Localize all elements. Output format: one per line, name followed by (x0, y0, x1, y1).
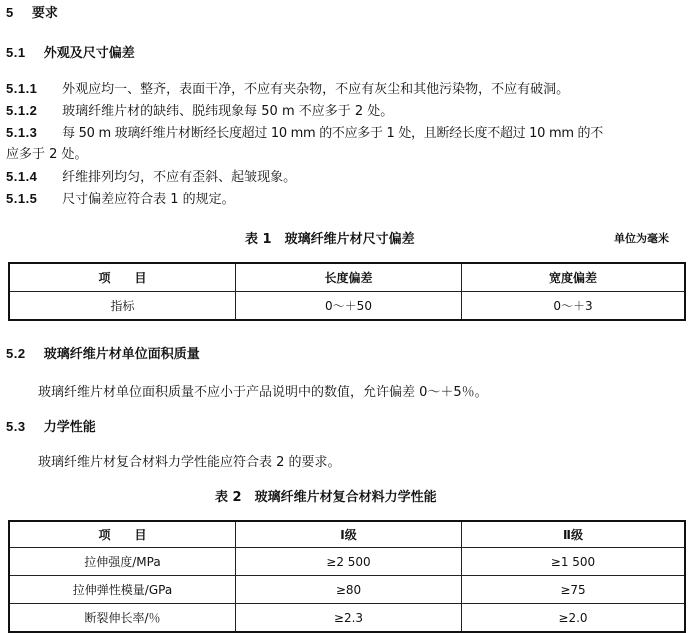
table-cell: ≥80 (236, 576, 462, 604)
clause-5-1-3 (6, 124, 603, 143)
table-cell: 拉伸弹性模量/GPa (9, 576, 236, 604)
clause-text: 玻璃纤维片材的缺纬、脱纬现象每 50 m 不应多于 2 处。 (62, 104, 394, 119)
table-cell: 0～＋3 (462, 292, 686, 321)
clause-5-1-3-continuation (6, 146, 88, 164)
subsection-heading (6, 345, 200, 364)
table-cell: 拉伸强度/MPa (9, 548, 236, 576)
subsection-number: 5.3 (6, 419, 26, 434)
table1-header-item: 项 目 (9, 263, 236, 292)
clause-5-1-1 (6, 80, 569, 99)
clause-5-1-4 (6, 168, 296, 187)
clause-text: 应多于 2 处。 (6, 147, 88, 162)
section-title: 要求 (31, 6, 58, 21)
paragraph: 玻璃纤维片材复合材料力学性能应符合表 2 的要求。 (38, 455, 341, 470)
clause-number: 5.1.3 (6, 125, 38, 140)
table2 (8, 520, 686, 633)
subsection-heading (6, 44, 135, 63)
table-cell: ≥1 500 (462, 548, 686, 576)
table2-header-item: 项 目 (9, 521, 236, 548)
subsection-number: 5.2 (6, 346, 26, 361)
table1-caption: 表 1 玻璃纤维片材尺寸偏差 (245, 232, 415, 247)
table-row (9, 604, 685, 633)
table1-header-length: 长度偏差 (236, 263, 462, 292)
table-cell: 指标 (9, 292, 236, 321)
clause-number: 5.1.4 (6, 169, 38, 184)
subsection-number: 5.1 (6, 45, 26, 60)
table2-caption: 表 2 玻璃纤维片材复合材料力学性能 (215, 490, 437, 505)
table-cell: ≥2.0 (462, 604, 686, 633)
table-cell: 0～＋50 (236, 292, 462, 321)
table1-header-row (9, 263, 685, 292)
subsection-title: 力学性能 (43, 420, 96, 435)
table-cell: ≥75 (462, 576, 686, 604)
clause-text: 每 50 m 玻璃纤维片材断经长度超过 10 mm 的不应多于 1 处，且断经长度不超过 10 mm 的不 (62, 126, 603, 141)
section-heading (6, 4, 58, 23)
clause-text: 尺寸偏差应符合表 1 的规定。 (62, 192, 235, 207)
table-cell: ≥2.3 (236, 604, 462, 633)
table2-header-grade1: Ⅰ级 (236, 521, 462, 548)
table-row (9, 292, 685, 321)
clause-text: 外观应均一、整齐，表面干净，不应有夹杂物，不应有灰尘和其他污染物，不应有破洞。 (62, 82, 570, 97)
table1-unit: 单位为毫米 (614, 232, 669, 245)
table2-header-grade2: Ⅱ级 (462, 521, 686, 548)
table1-header-width: 宽度偏差 (462, 263, 686, 292)
table1 (8, 262, 686, 321)
table-row (9, 576, 685, 604)
table2-header-row (9, 521, 685, 548)
table-cell: ≥2 500 (236, 548, 462, 576)
clause-number: 5.1.2 (6, 103, 38, 118)
table-cell: 断裂伸长率/％ (9, 604, 236, 633)
subsection-title: 外观及尺寸偏差 (43, 46, 135, 61)
clause-5-1-2 (6, 102, 393, 121)
section-number: 5 (6, 5, 14, 20)
clause-text: 纤维排列均匀，不应有歪斜、起皱现象。 (62, 170, 297, 185)
clause-number: 5.1.1 (6, 81, 38, 96)
subsection-heading (6, 418, 96, 437)
subsection-title: 玻璃纤维片材单位面积质量 (43, 347, 200, 362)
table-row (9, 548, 685, 576)
clause-number: 5.1.5 (6, 191, 38, 206)
clause-5-1-5 (6, 190, 235, 209)
paragraph: 玻璃纤维片材单位面积质量不应小于产品说明中的数值，允许偏差 0～＋5％。 (38, 385, 488, 400)
